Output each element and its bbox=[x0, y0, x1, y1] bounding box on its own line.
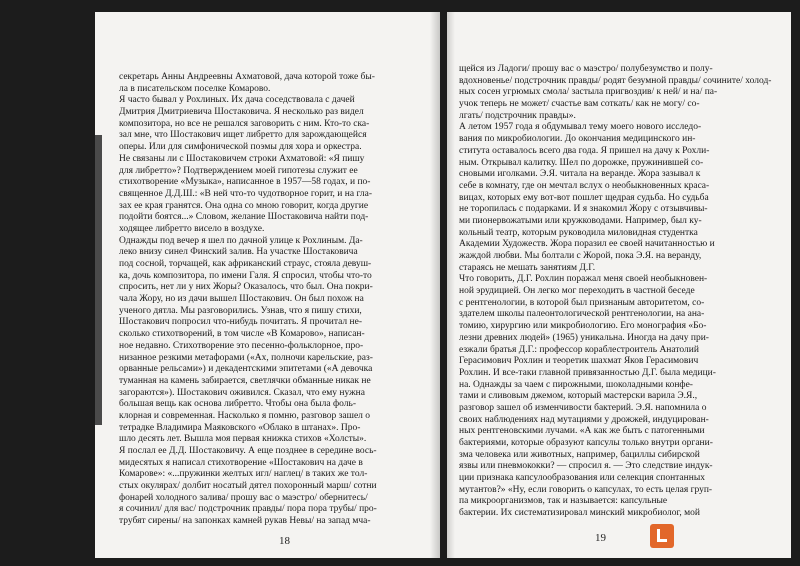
text-line: чала Жору, но из дачи вышел Шостакович. Он был похож на bbox=[119, 294, 364, 305]
text-line: Что говорить, Д.Г. Рохлин поражал меня своей необыкновен- bbox=[459, 274, 708, 285]
text-line: мидесятых я написал стихотворение «Шостакович на даче в bbox=[119, 457, 363, 468]
page-edge-band bbox=[95, 135, 102, 425]
text-line: Я послал ее Д.Д. Шостаковичу. А еще позднее в середине вось- bbox=[119, 446, 377, 456]
text-line: ное недавно. Стихотворение это песенно-фольклорное, про- bbox=[119, 340, 364, 351]
text-line: шло десять лет. Вышла моя первая книжка стихов «Холсты». bbox=[119, 434, 367, 445]
text-line: стараясь не мешать занятиям Д.Г. bbox=[459, 262, 596, 273]
text-line: Герасимович Рохлин и теоретик шахмат Яков Герасимович bbox=[459, 356, 699, 367]
text-line: ститута оставалось всего два года. Я пришел на дачу к Рохли- bbox=[459, 145, 710, 156]
text-line: ции признака капсулообразования или селекция спонтанных bbox=[459, 473, 705, 484]
text-line: туманная на камень забирается, светлячки обманные никак не bbox=[119, 375, 371, 386]
text-line: па микроорганизмов, так и называется: капсульные bbox=[459, 496, 668, 507]
text-line: клорная и современная. Насколько я помню, разговор зашел о bbox=[119, 410, 371, 421]
text-line: вицах, которых ему вот-вот пошлет щедрая судьба. Но судьба bbox=[459, 192, 709, 203]
text-line: Рохлин. И все-таки главной привязанностью Д.Г. была медици- bbox=[459, 367, 716, 378]
text-line: ходящее либретто висело в воздухе. bbox=[119, 223, 265, 234]
text-line: учок теперь не может/ счастье вам соткать/ как не могу/ со- bbox=[459, 99, 700, 110]
text-line: не торопилась с подарками. И я знакомил Жору с отзывчивы- bbox=[459, 204, 708, 215]
text-line: бактериями, которые образуют капсулы только внутри органи- bbox=[459, 438, 713, 448]
text-line: себе в комнату, где он мечтал вслух о необыкновенных красa- bbox=[459, 180, 710, 191]
text-line: композитора, но все не решался заговорить с ним. Кто-то ска- bbox=[119, 118, 370, 129]
text-line: сколько стихотворений, в том числе «В Комарово», написан- bbox=[119, 329, 365, 340]
litres-logo-icon bbox=[650, 524, 674, 548]
text-line: Шостакович попросил что-нибудь почитать. Я прочитал не- bbox=[119, 317, 362, 328]
text-line: низанное резкими метафорами («Ах, полночи карельские, раз- bbox=[119, 352, 373, 363]
text-line: язвы или пневмококки? — спросил я. — Это следствие индук- bbox=[459, 461, 713, 472]
left-page bbox=[95, 12, 440, 558]
gutter-shadow bbox=[430, 12, 440, 558]
text-line: спросить, нет ли у них Жоры? Оказалось, что был. Она покри- bbox=[119, 282, 373, 293]
right-page-text bbox=[459, 64, 771, 520]
text-line: ным. Открывал калитку. Шел по дорожке, пружинившей со- bbox=[459, 157, 704, 168]
text-line: Однажды под вечер я шел по дачной улице к Рохлиным. Да- bbox=[119, 235, 363, 246]
text-line: на. Однажды за чаем с пирожными, шоколадными конфе- bbox=[459, 379, 693, 390]
text-line: Не связаны ли с Шостаковичем строки Ахматовой: «Я пишу bbox=[119, 153, 365, 164]
text-line: ла в писательском поселке Комарово. bbox=[119, 83, 271, 94]
text-line: стихотворение «Музыка», написанное в 1957—58 годах, и по- bbox=[119, 177, 371, 188]
text-line: зал мне, что Шостакович ищет либретто для зарождающейся bbox=[119, 130, 367, 141]
text-line: оперы. Или для симфонической поэмы для хора и оркестра. bbox=[119, 142, 362, 153]
text-line: щейся из Ладоги/ прошу вас о маэстро/ полубезумство и полу- bbox=[459, 64, 713, 74]
right-page-number: 19 bbox=[595, 532, 606, 544]
text-line: разговор зашел об изменчивости бактерий. Э.Я. напомнила о bbox=[459, 402, 707, 413]
text-line: сновыми иголками. Э.Я. читала на веранде. Жора зазывал к bbox=[459, 169, 701, 180]
left-page-text bbox=[119, 72, 377, 528]
text-line: кольный театр, которым руководила миловидная студентка bbox=[459, 227, 698, 238]
text-line: тами и сливовым джемом, который мастерски варила Э.Я., bbox=[459, 391, 698, 402]
text-line: вания по микробиологии. До окончания медицинского ин- bbox=[459, 134, 696, 145]
text-line: тетрадке Владимира Маяковского «Облако в штанах». Про- bbox=[119, 422, 361, 433]
text-line: под сосной, торчащей, как африканский страус, стояла девуш- bbox=[119, 259, 372, 269]
text-line: жаждой любви. Мы болтали с Жорой, пока Э.Я. на веранду, bbox=[459, 251, 702, 261]
text-line: мутантов?» «Ну, если говорить о капсулах, то есть целая груп- bbox=[459, 484, 713, 495]
text-line: своих наблюдениях над мутациями у дрожжей, индуцирован- bbox=[459, 414, 709, 425]
text-line: бактерии. Их систематизировал минский микробиолог, мой bbox=[459, 508, 700, 519]
text-line: Дмитрия Дмитриевича Шостаковича. Я несколько раз видел bbox=[119, 107, 364, 118]
text-line: священное Д.Д.Ш.: «В ней что-то чудотворное горит, и на гла- bbox=[119, 188, 372, 199]
text-line: зма человека или животных, например, бациллы сибирской bbox=[459, 449, 700, 460]
text-line: зах ее края гранятся. Она одна со мною говорит, когда другие bbox=[119, 200, 369, 211]
text-line: трубят сирены/ на запонках камней рукав Невы/ на запад мча- bbox=[119, 516, 371, 527]
text-line: я сочинил/ для вас/ подстрочник правды/ пора пора трубы/ про- bbox=[119, 504, 377, 515]
text-line: Комарове»: «...пружинки желтых игл/ наглец/ в таких же тол- bbox=[119, 469, 368, 480]
left-page-number: 18 bbox=[279, 535, 290, 547]
text-line: орванные рельсами») и декадентскими эпитетами («А девочка bbox=[119, 364, 373, 375]
text-line: ной эрудицией. Он легко мог переходить в частной беседе bbox=[459, 286, 695, 297]
text-line: ми пионервожатыми или кружководами. Например, был ку- bbox=[459, 215, 702, 226]
text-line: Я часто бывал у Рохлиных. Их дача соседствовала с дачей bbox=[119, 95, 355, 106]
text-line: секретарь Анны Андреевны Ахматовой, дача которой тоже бы- bbox=[119, 72, 375, 82]
text-line: лезни древних людей» (1965) уникальна. Иногда на дачу при- bbox=[459, 332, 709, 343]
text-line: большая вещь как основа либретто. Чтобы она была фоль- bbox=[119, 399, 356, 410]
text-line: томию, хирургию или микробиологию. Его монография «Бо- bbox=[459, 321, 707, 332]
gutter-shadow bbox=[447, 12, 455, 558]
text-line: лгать/ подстрочник правды». bbox=[459, 110, 576, 121]
text-line: подойти боятся...» Словом, желание Шостаковича найти под- bbox=[119, 212, 369, 223]
text-line: ученого дятла. Мы разговорились. Узнав, что я пишу стихи, bbox=[119, 305, 362, 316]
text-line: леко внизу синел Финский залив. На участке Шостаковича bbox=[119, 247, 358, 258]
text-line: здателем школы палеонтологической рентгенологии, на ана- bbox=[459, 309, 705, 320]
text-line: езжали братья Д.Г.: профессор кораблестроитель Анатолий bbox=[459, 344, 699, 355]
text-line: ка, дочь композитора, по имени Галя. Я спросил, чтобы что-то bbox=[119, 270, 372, 281]
text-line: фонарей холодного залива/ прошу вас о маэстро/ обернитесь/ bbox=[119, 492, 368, 503]
text-line: загораются»). Шостакович оживился. Сказал, что ему нужна bbox=[119, 387, 365, 398]
text-line: стых окулярах/ долбит носатый дятел похоронный марш/ сотни bbox=[119, 481, 377, 492]
text-line: А летом 1957 года я обдумывал тему моего нового исследо- bbox=[459, 122, 702, 133]
text-line: ных рентгеновскими лучами. «А как же быть с патогенными bbox=[459, 426, 705, 437]
text-line: Академии Художеств. Жора поразил ее своей начитанностью и bbox=[459, 239, 715, 250]
text-line: ных сосен угрюмых смола/ застыла пригвоздив/ к ней/ и на/ па- bbox=[459, 87, 718, 98]
text-line: с рентгенологии, в которой был признаным авторитетом, со- bbox=[459, 297, 705, 308]
text-line: для либретто»? Подтверждением моей гипотезы служит ее bbox=[119, 165, 358, 176]
text-line: вдохновенье/ подстрочник правды/ родят безумной правды/ сочините/ холод- bbox=[459, 75, 772, 86]
right-page bbox=[447, 12, 791, 558]
